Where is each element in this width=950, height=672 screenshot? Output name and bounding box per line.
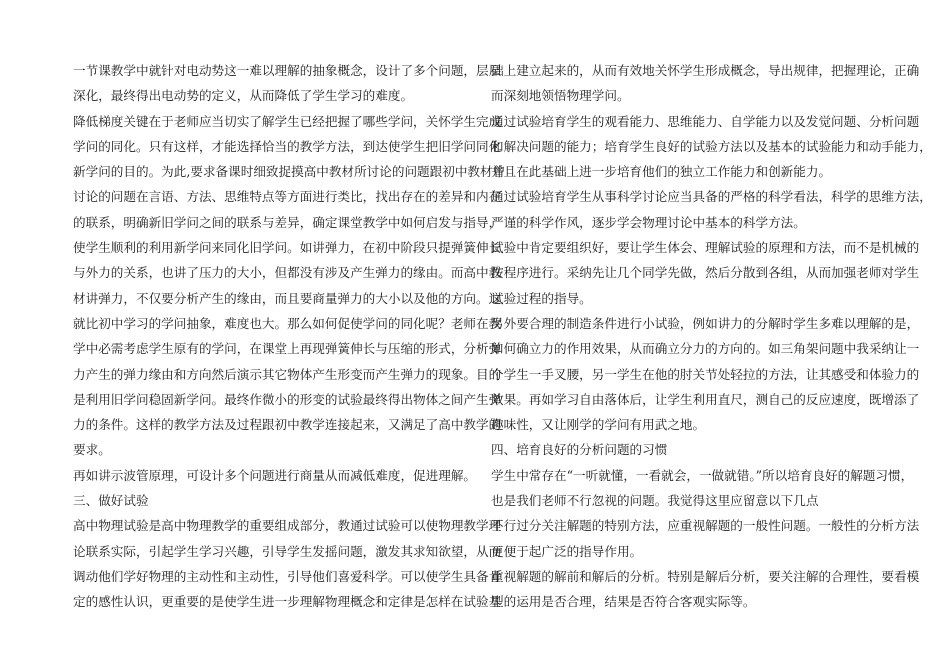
text-line: 一节课教学中就针对电动势这一难以理解的抽象概念，设计了多个问题，层层: [73, 63, 502, 78]
text-line: 降低梯度关键在于老师应当切实了解学生已经把握了哪些学问，关怀学生完成: [73, 113, 502, 129]
text-line: 个学生一手叉腰，另一学生在他的肘关节处轻拉的方法，让其感受和体验力的: [491, 366, 920, 382]
text-line: 与外力的关系，也讲了压力的大小，但都没有涉及产生弹力的缘由。而高中教: [73, 265, 502, 281]
text-line: 三、做好试验: [73, 493, 149, 509]
paragraph: [491, 463, 914, 514]
text-line: 论联系实际，引起学生学习兴趣，引导学生发摇问题，激发其求知欲望，从而: [73, 543, 502, 559]
text-line: 型的运用是否合理，结果是否符合客观实际等。: [491, 594, 756, 610]
text-line: 使学生顺利的利用新学问来同化旧学问。如讲弹力，在初中阶段只提弹簧伸长: [73, 240, 502, 256]
right-text-column: [491, 58, 932, 615]
paragraph: [491, 437, 884, 462]
text-line: 重视解题的解前和解后的分析。特别是解后分析，要关注解的合理性，要看模: [491, 568, 920, 584]
paragraph: [73, 513, 502, 614]
paragraph: [73, 463, 476, 488]
left-text-column: [73, 58, 506, 615]
text-line: 趣味性，又让刚学的学问有用武之地。: [491, 417, 706, 433]
text-line: 严谨的科学作风，逐步学会物理讨论中基本的科学方法。: [491, 214, 806, 230]
text-line: 力产生的弹力缘由和方向然后演示其它物体产生形变而产生弹力的现象。目的: [73, 366, 502, 382]
paragraph: [491, 109, 932, 185]
text-line: 要求。: [73, 442, 111, 458]
text-line: 通过试验培育学生的观看能力、思维能力、自学能力以及发觉问题、分析问题: [491, 113, 920, 129]
text-line: 再如讲示波管原理，可设计多个问题进行商量从而减低难度，促进理解。: [73, 467, 476, 483]
paragraph: [73, 488, 466, 513]
text-line: 试验中肯定要组织好，要让学生体会、理解试验的原理和方法，而不是机械的: [491, 240, 920, 256]
paragraph: [491, 235, 920, 311]
text-line: 础上建立起来的，从而有效地关怀学生形成概念，导出规律，把握理论，正确: [491, 63, 920, 78]
paragraph: [491, 58, 920, 109]
text-line: 材讲弹力，不仅要分析产生的缘由，而且要商量弹力的大小以及他的方向。这: [73, 290, 502, 306]
text-line: 讨论的问题在言语、方法、思维特点等方面进行类比，找出存在的差异和内在: [73, 189, 502, 205]
text-line: 而深刻地领悟物理学问。: [491, 88, 630, 104]
paragraph: [491, 184, 932, 235]
text-line: 学问的同化。只有这样，才能选择恰当的教学方法，到达使学生把旧学问同化: [73, 138, 502, 154]
text-line: 的联系，明确新旧学问之间的联系与差异，确定课堂教学中如何启发与指导，: [73, 214, 502, 230]
text-line: 高中物理试验是高中物理教学的重要组成部分，教通过试验可以使物理教学理: [73, 518, 502, 534]
text-line: 是利用旧学问稳固新学问。最终作微小的形变的试验最终得出物体之间产生弹: [73, 391, 502, 407]
text-line: 效果。再如学习自由落体后，让学生利用直尺，测自己的反应速度，既增添了: [491, 391, 920, 407]
text-line: 另外要合理的制造条件进行小试验，例如讲力的分解时学生多难以理解的是，: [491, 315, 920, 331]
paragraph: [73, 109, 506, 463]
text-line: 更便于起广泛的指导作用。: [491, 543, 643, 559]
paragraph: [491, 513, 920, 564]
text-line: 就比初中学习的学问抽象，难度也大。那么如何促使学问的同化呢？老师在教: [73, 315, 502, 331]
text-line: 试验过程的指导。: [491, 290, 592, 306]
text-line: 定的感性认识，更重要的是使学生进一步理解物理概念和定律是怎样在试验基: [73, 594, 502, 610]
text-line: 调动他们学好物理的主动性和主动性，引导他们喜爱科学。可以使学生具备肯: [73, 568, 502, 584]
text-line: 四、培育良好的分析问题的习惯: [491, 442, 668, 458]
text-line: 新学问的目的。为此,要求备课时细致捉摸高中教材所讨论的问题跟初中教材曾: [73, 164, 506, 180]
paragraph: [73, 58, 502, 109]
text-line: 按程序进行。采纳先让几个同学先做，然后分散到各组，从而加强老师对学生: [491, 265, 920, 281]
paragraph: [491, 311, 920, 437]
text-line: 深化，最终得出电动势的定义，从而降低了学生学习的难度。: [73, 88, 414, 104]
text-line: 学中必需考虑学生原有的学问，在课堂上再现弹簧伸长与压缩的形式，分析弹: [73, 341, 502, 357]
text-line: 并且在此基础上进一步培育他们的独立工作能力和创新能力。: [491, 164, 832, 180]
text-line: 和解决问题的能力；培育学生良好的试验方法以及基本的试验能力和动手能力，: [491, 138, 932, 154]
text-line: 不行过分关注解题的特别方法，应重视解题的一般性问题。一般性的分析方法: [491, 518, 920, 534]
paragraph: [491, 564, 920, 615]
text-line: 力的条件。这样的教学方法及过程跟初中教学连接起来，又满足了高中教学的: [73, 417, 502, 433]
text-line: 学生中常存在“一听就懂，一看就会，一做就错。”所以培育良好的解题习惯，: [491, 467, 914, 483]
text-line: 如何确立力的作用效果，从而确立分力的方向的。如三角架问题中我采纳让一: [491, 341, 920, 357]
text-line: 也是我们老师不行忽视的问题。我觉得这里应留意以下几点: [491, 493, 819, 509]
text-line: 通过试验培育学生从事科学讨论应当具备的严格的科学看法，科学的思维方法，: [491, 189, 932, 205]
